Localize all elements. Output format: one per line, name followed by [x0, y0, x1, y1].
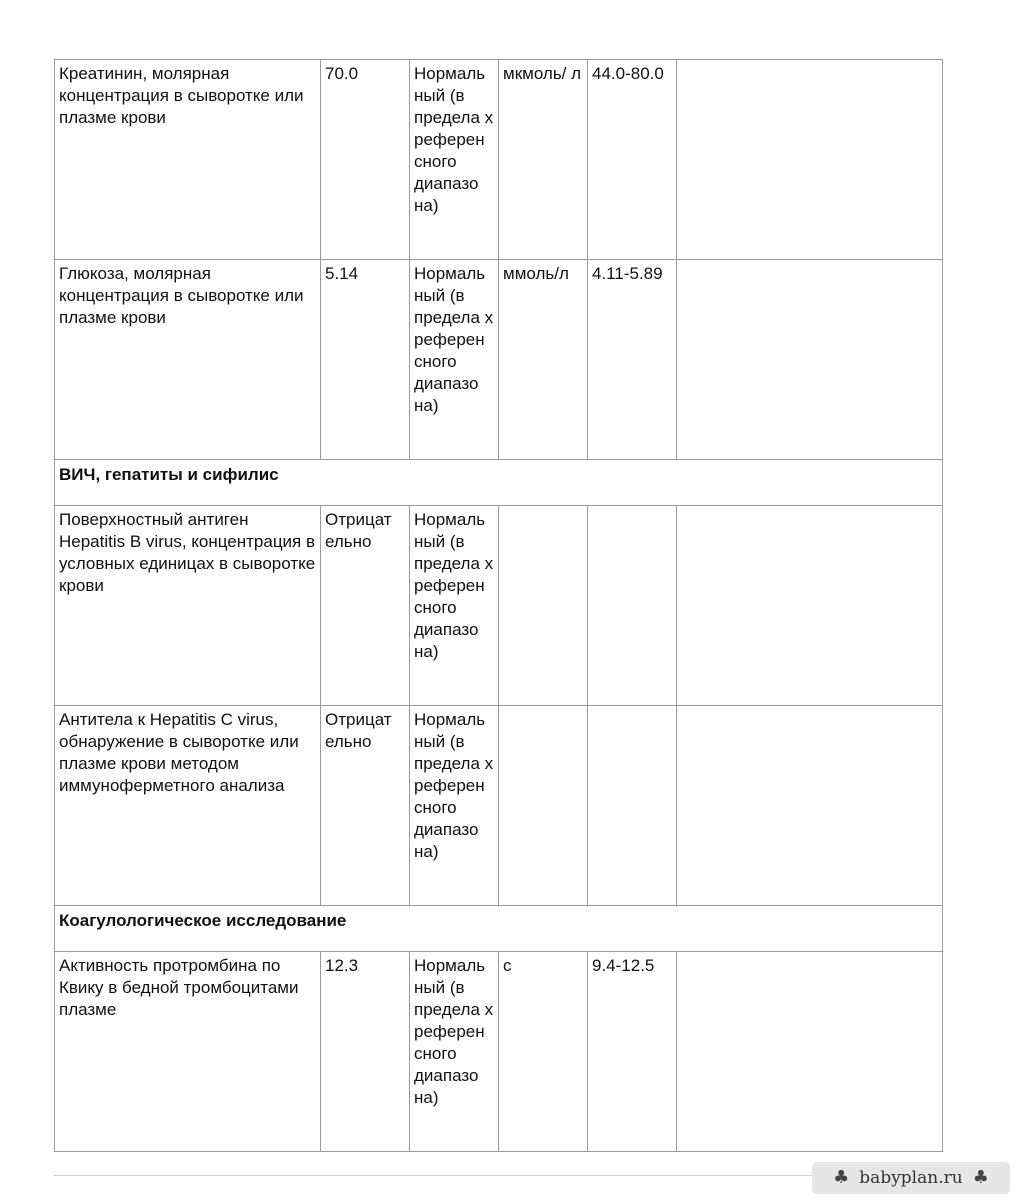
clover-icon: ♣: [972, 1167, 989, 1188]
test-unit: мкмоль/ л: [499, 60, 588, 260]
test-reference: 44.0-80.0: [588, 60, 677, 260]
test-result: Отрицат ельно: [321, 506, 410, 706]
test-name: Активность протромбина по Квику в бедной тромбоцитами плазме: [55, 952, 321, 1152]
lab-results-table: [54, 59, 943, 1152]
table-row-creatinine: [55, 60, 943, 260]
test-status: Нормаль ный (в предела х референ сного диапазо на): [410, 952, 499, 1152]
test-result: 5.14: [321, 260, 410, 460]
section-title: ВИЧ, гепатиты и сифилис: [55, 460, 943, 506]
test-name: Антитела к Hepatitis C virus, обнаружение в сыворотке или плазме крови методом иммуноферметного анализа: [55, 706, 321, 906]
test-comment: [677, 260, 943, 460]
table-row-prothrombin: [55, 952, 943, 1152]
test-reference: 9.4-12.5: [588, 952, 677, 1152]
test-reference: [588, 706, 677, 906]
test-result: Отрицат ельно: [321, 706, 410, 906]
test-comment: [677, 706, 943, 906]
test-comment: [677, 506, 943, 706]
test-comment: [677, 60, 943, 260]
test-name: Глюкоза, молярная концентрация в сыворотке или плазме крови: [55, 260, 321, 460]
watermark-text: babyplan.ru: [859, 1168, 963, 1188]
section-title: Коагулологическое исследование: [55, 906, 943, 952]
test-reference: 4.11-5.89: [588, 260, 677, 460]
test-name: Поверхностный антиген Hepatitis B virus, концентрация в условных единицах в сыворотке крови: [55, 506, 321, 706]
clover-icon: ♣: [833, 1167, 850, 1188]
test-status: Нормаль ный (в предела х референ сного диапазо на): [410, 706, 499, 906]
test-result: 12.3: [321, 952, 410, 1152]
section-row-hiv-hepatitis: [55, 460, 943, 506]
test-comment: [677, 952, 943, 1152]
section-row-coagulation: [55, 906, 943, 952]
table-row-anti-hcv: [55, 706, 943, 906]
test-unit: [499, 506, 588, 706]
table-row-glucose: [55, 260, 943, 460]
test-unit: ммоль/л: [499, 260, 588, 460]
test-status: Нормаль ный (в предела х референ сного диапазо на): [410, 506, 499, 706]
watermark: [812, 1162, 1010, 1194]
test-unit: с: [499, 952, 588, 1152]
test-result: 70.0: [321, 60, 410, 260]
table-row-hbsag: [55, 506, 943, 706]
test-reference: [588, 506, 677, 706]
test-unit: [499, 706, 588, 906]
test-status: Нормаль ный (в предела х референ сного диапазо на): [410, 260, 499, 460]
test-status: Нормаль ный (в предела х референ сного диапазо на): [410, 60, 499, 260]
test-name: Креатинин, молярная концентрация в сыворотке или плазме крови: [55, 60, 321, 260]
